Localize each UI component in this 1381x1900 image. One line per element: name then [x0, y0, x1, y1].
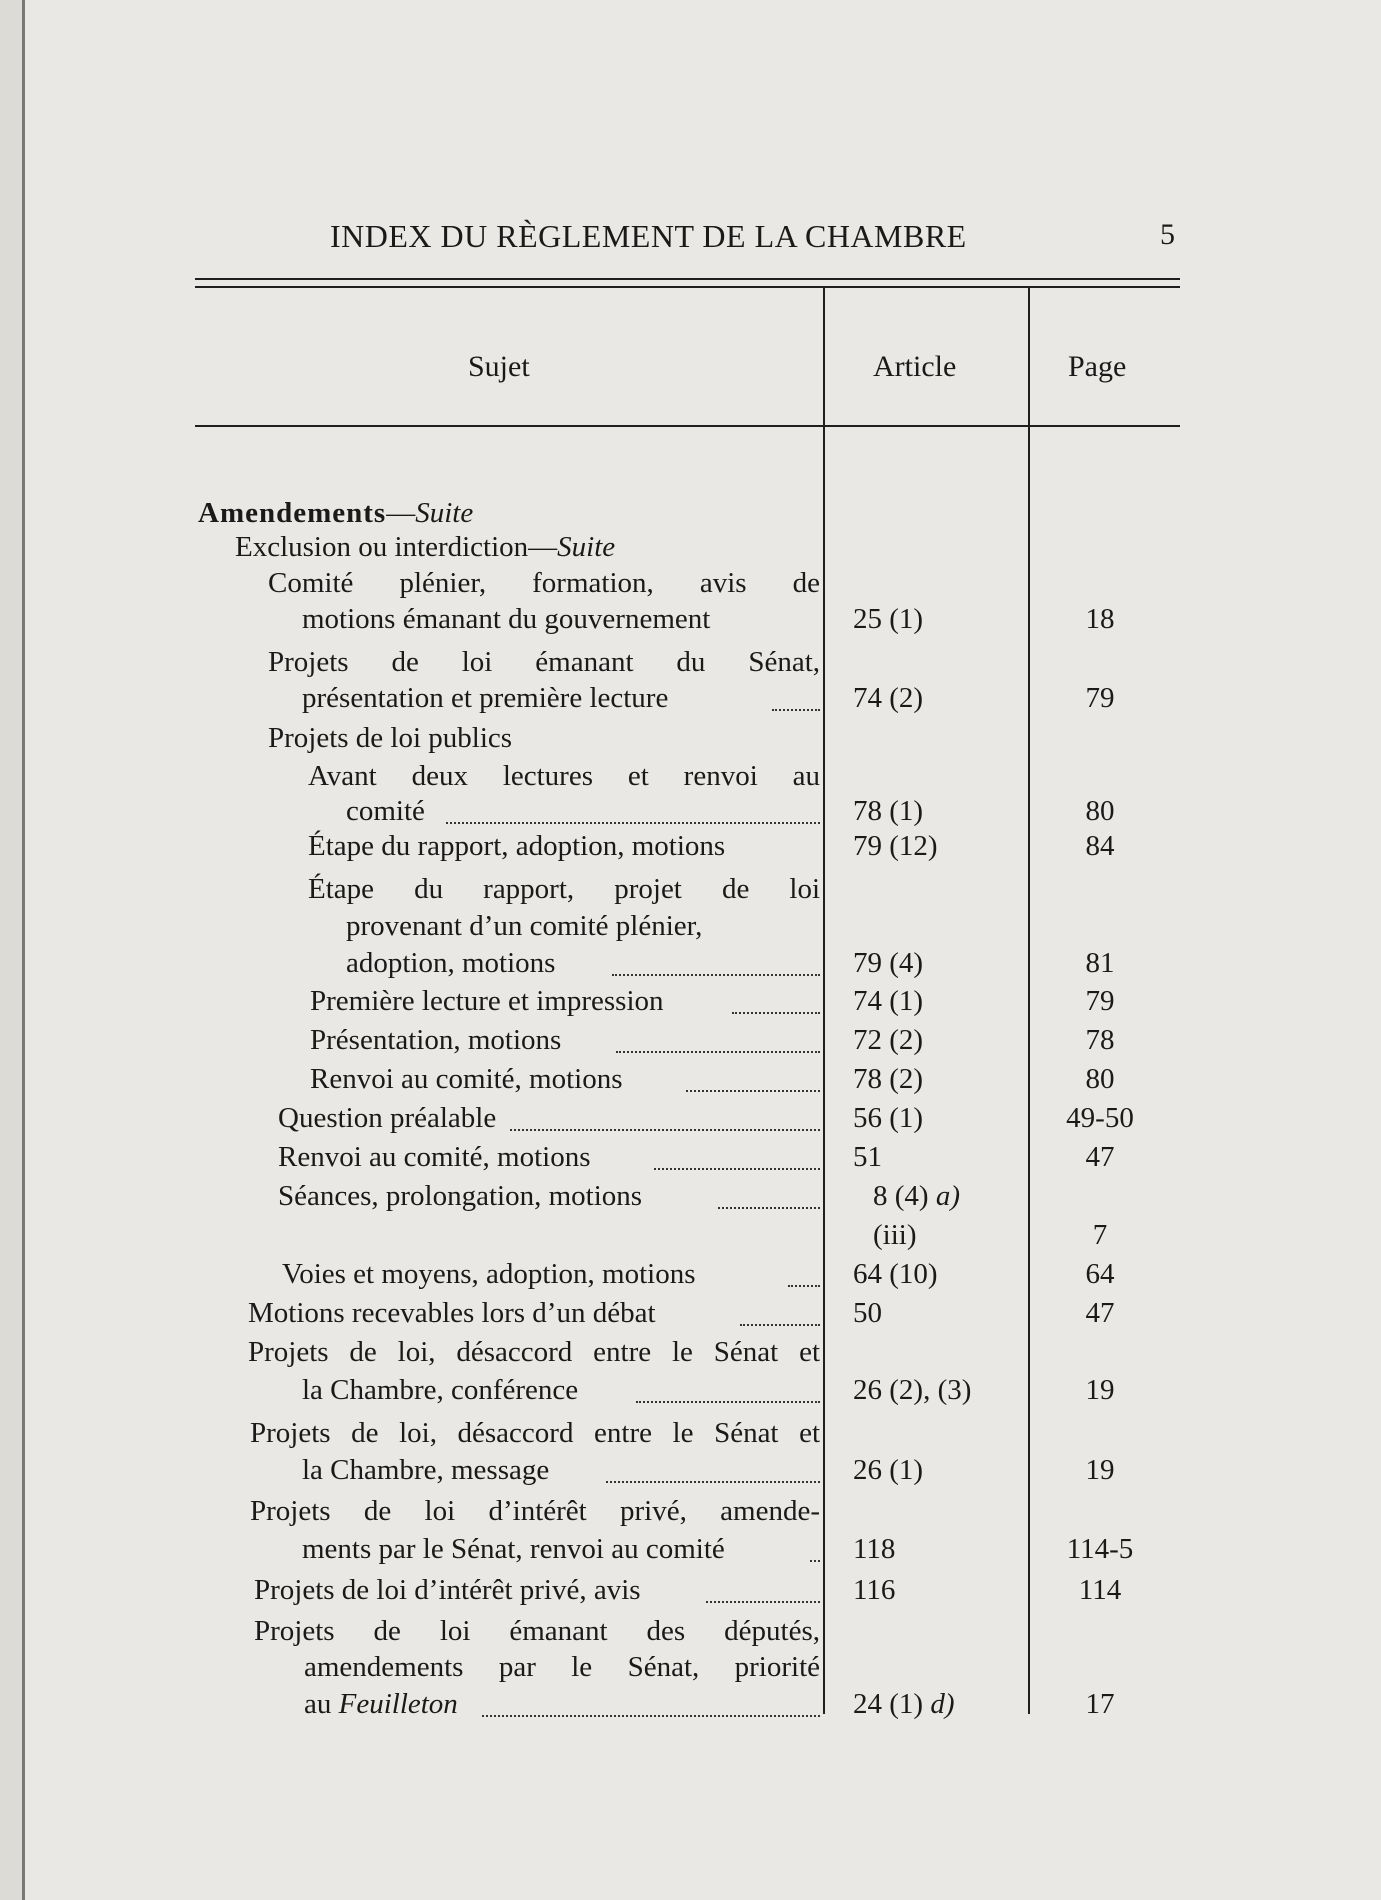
dot-leader: [654, 1166, 820, 1170]
index-line: Renvoi au comité, motions: [278, 1141, 591, 1173]
top-rule-1: [195, 278, 1180, 280]
page-ref: 114-5: [1066, 1533, 1134, 1565]
page-ref: 84: [1085, 830, 1115, 862]
article-ref: 79 (4): [853, 947, 924, 979]
page-ref: 47: [1085, 1297, 1115, 1329]
index-line: Projets de loi, désaccord entre le Sénat et: [250, 1417, 820, 1449]
column-divider-1: [823, 286, 825, 1714]
top-rule-2: [195, 286, 1180, 288]
index-subheading: Exclusion ou interdiction—Suite: [235, 531, 616, 563]
dot-leader: [718, 1205, 820, 1209]
article-ref: (iii): [873, 1219, 917, 1251]
page-ref: 64: [1085, 1258, 1115, 1290]
column-header-page: Page: [1068, 350, 1127, 383]
article-ref: 64 (10): [853, 1258, 938, 1290]
dot-leader: [636, 1399, 820, 1403]
index-line: Avant deux lectures et renvoi au: [308, 760, 820, 792]
left-margin-line: [22, 0, 24, 1900]
index-line: Étape du rapport, projet de loi: [308, 873, 820, 905]
article-ref: 56 (1): [853, 1102, 924, 1134]
index-line: Voies et moyens, adoption, motions: [282, 1258, 696, 1290]
article-ref: 51: [853, 1141, 882, 1173]
index-line: Projets de loi, désaccord entre le Sénat et: [248, 1336, 820, 1368]
index-line: présentation et première lecture: [302, 682, 669, 714]
dot-leader: [482, 1713, 820, 1717]
page-ref: 114: [1078, 1574, 1122, 1606]
index-line: Question préalable: [278, 1102, 497, 1134]
article-ref: 79 (12): [853, 830, 938, 862]
page-ref: 7: [1092, 1219, 1108, 1251]
header-bottom-rule: [195, 425, 1180, 427]
index-line: Comité plénier, formation, avis de: [268, 567, 820, 599]
index-line: Renvoi au comité, motions: [310, 1063, 623, 1095]
index-line: amendements par le Sénat, priorité: [304, 1651, 820, 1683]
index-line: provenant d’un comité plénier,: [346, 910, 703, 942]
index-line: Présentation, motions: [310, 1024, 562, 1056]
dot-leader: [612, 972, 820, 976]
article-ref: 26 (2), (3): [853, 1374, 972, 1406]
dot-leader: [788, 1283, 820, 1287]
index-line: Séances, prolongation, motions: [278, 1180, 643, 1212]
index-line: la Chambre, conférence: [302, 1374, 579, 1406]
index-line: adoption, motions: [346, 947, 556, 979]
article-ref: 116: [853, 1574, 896, 1606]
page-ref: 49-50: [1066, 1102, 1134, 1134]
page-ref: 19: [1085, 1454, 1115, 1486]
dot-leader: [706, 1599, 820, 1603]
dot-leader: [510, 1127, 820, 1131]
article-ref: 118: [853, 1533, 896, 1565]
index-line: comité: [346, 795, 425, 827]
article-ref: 72 (2): [853, 1024, 924, 1056]
index-line: Projets de loi d’intérêt privé, avis: [254, 1574, 641, 1606]
article-ref: 8 (4) a): [873, 1180, 960, 1212]
page-title: INDEX DU RÈGLEMENT DE LA CHAMBRE: [330, 218, 967, 254]
page-ref: 47: [1085, 1141, 1115, 1173]
column-header-article: Article: [873, 350, 957, 383]
article-ref: 25 (1): [853, 603, 924, 635]
article-ref: 74 (1): [853, 985, 924, 1017]
page-ref: 79: [1085, 682, 1115, 714]
article-ref: 26 (1): [853, 1454, 924, 1486]
index-line: la Chambre, message: [302, 1454, 550, 1486]
page-ref: 17: [1085, 1688, 1115, 1720]
page-ref: 79: [1085, 985, 1115, 1017]
index-line: au Feuilleton: [304, 1688, 458, 1720]
page-ref: 81: [1085, 947, 1115, 979]
dot-leader: [446, 820, 820, 824]
index-line: Motions recevables lors d’un débat: [248, 1297, 656, 1329]
index-line: Projets de loi émanant du Sénat,: [268, 646, 820, 678]
dot-leader: [686, 1088, 820, 1092]
index-line: Projets de loi émanant des députés,: [254, 1615, 820, 1647]
article-ref: 24 (1) d): [853, 1688, 955, 1720]
index-line: motions émanant du gouvernement: [302, 603, 711, 635]
article-ref: 74 (2): [853, 682, 924, 714]
index-line: Première lecture et impression: [310, 985, 664, 1017]
index-line: Projets de loi publics: [268, 722, 513, 754]
page-ref: 18: [1085, 603, 1115, 635]
dot-leader: [606, 1479, 820, 1483]
dot-leader: [616, 1049, 820, 1053]
index-line: Étape du rapport, adoption, motions: [308, 830, 726, 862]
article-ref: 78 (1): [853, 795, 924, 827]
article-ref: 78 (2): [853, 1063, 924, 1095]
article-ref: 50: [853, 1297, 882, 1329]
page-number: 5: [1160, 218, 1175, 251]
index-heading: Amendements—Suite: [198, 497, 474, 529]
dot-leader: [732, 1010, 820, 1014]
index-line: ments par le Sénat, renvoi au comité: [302, 1533, 725, 1565]
dot-leader: [810, 1558, 820, 1562]
running-header: [195, 218, 1195, 258]
column-header-subject: Sujet: [468, 350, 530, 383]
dot-leader: [740, 1322, 820, 1326]
page-ref: 19: [1085, 1374, 1115, 1406]
dot-leader: [772, 707, 820, 711]
index-line: Projets de loi d’intérêt privé, amende-: [250, 1495, 820, 1527]
page-ref: 78: [1085, 1024, 1115, 1056]
page-ref: 80: [1085, 795, 1115, 827]
page-ref: 80: [1085, 1063, 1115, 1095]
